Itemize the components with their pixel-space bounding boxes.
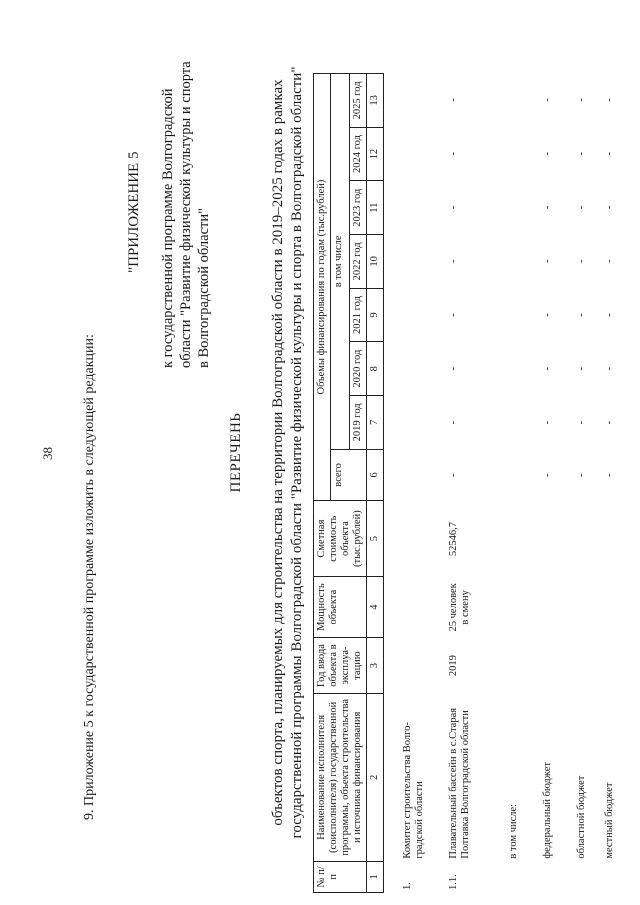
row-value: -	[576, 151, 587, 156]
appendix-line-1: к государственной программе Волгоградской	[160, 88, 176, 368]
row-value	[400, 181, 446, 235]
row-value: -	[576, 205, 587, 210]
header-year-2022: 2022 год	[350, 235, 367, 289]
row-value: -	[604, 259, 615, 264]
row-value: -	[448, 151, 459, 156]
page-number: 38	[40, 447, 55, 460]
row-value: -	[542, 367, 553, 371]
row-value	[400, 342, 446, 396]
row-value	[400, 127, 446, 181]
header-name: Наименование исполнителя (соисполнителя) государственной программы, объекта строительства и источника финансирования	[314, 694, 367, 862]
row-name: Плавательный бассейн в с.Старая Полтавка Волгоградской области	[448, 707, 472, 859]
row-value: -	[542, 98, 553, 102]
row-value: -	[604, 313, 615, 317]
table-row	[602, 73, 630, 893]
objects-table	[313, 73, 384, 893]
amendment-instruction: 9. Приложение 5 к государственной программе изложить в следующей редакции:	[82, 334, 97, 820]
row-name: в том числе:	[508, 803, 519, 859]
row-value: -	[448, 420, 459, 425]
header-year-2025: 2025 год	[350, 74, 367, 128]
row-num: 1.1.	[448, 874, 459, 890]
row-value: -	[542, 259, 553, 264]
col-number: 11	[367, 181, 384, 235]
col-number: 8	[367, 342, 384, 396]
row-total: -	[448, 473, 459, 477]
row-value: -	[542, 313, 553, 317]
col-number: 5	[367, 501, 384, 577]
row-value	[506, 288, 540, 342]
row-name: областной бюджет	[576, 775, 587, 859]
row-value	[400, 73, 446, 127]
row-num	[602, 862, 630, 893]
row-num: 1.	[402, 882, 413, 890]
row-year	[400, 638, 446, 694]
header-funding: Объемы финансирования по годам (тыс.рублей)	[314, 74, 331, 501]
header-year-2023: 2023 год	[350, 181, 367, 235]
row-value: -	[604, 151, 615, 156]
row-cost	[574, 501, 602, 577]
header-num: № п/п	[314, 861, 367, 892]
row-value	[400, 288, 446, 342]
row-value: -	[448, 367, 459, 371]
row-capacity	[400, 577, 446, 637]
row-num	[574, 862, 602, 893]
header-year-2020: 2020 год	[350, 342, 367, 396]
row-capacity: 25 человек в смену	[448, 583, 472, 632]
row-num	[540, 862, 574, 893]
row-name: федеральный бюджет	[542, 762, 553, 859]
row-value	[506, 342, 540, 396]
col-number: 13	[367, 74, 384, 128]
row-capacity	[602, 577, 630, 637]
row-value: -	[448, 259, 459, 264]
col-number: 6	[367, 449, 384, 500]
row-cost	[506, 501, 540, 577]
col-number: 1	[367, 861, 384, 892]
subheading-line-2: государственной программы Волгоградской области "Развитие физической культуры и спорта в Волгоградской области"	[289, 66, 305, 839]
col-number: 2	[367, 694, 384, 862]
col-number: 4	[367, 577, 384, 638]
row-value: -	[448, 313, 459, 317]
appendix-line-3: в Волгоградской области"	[196, 207, 212, 368]
row-total	[400, 449, 446, 501]
row-value: -	[542, 420, 553, 425]
col-number: 3	[367, 638, 384, 694]
column-number-row	[367, 74, 384, 893]
col-number: 10	[367, 235, 384, 289]
row-cost	[602, 501, 630, 577]
objects-table-body	[400, 73, 630, 893]
row-cost	[400, 501, 446, 577]
row-value	[506, 127, 540, 181]
table-row	[574, 73, 602, 893]
header-year-2021: 2021 год	[350, 288, 367, 342]
appendix-line-2: области "Развитие физической культуры и спорта	[178, 61, 194, 368]
row-value: -	[576, 313, 587, 317]
row-year	[602, 638, 630, 694]
row-value: -	[576, 98, 587, 102]
row-total	[506, 449, 540, 501]
col-number: 12	[367, 127, 384, 181]
table-row	[400, 73, 446, 893]
row-value: -	[542, 151, 553, 156]
row-value: -	[448, 205, 459, 210]
row-value: -	[576, 367, 587, 371]
row-year	[506, 638, 540, 694]
row-value: -	[604, 205, 615, 210]
row-year	[574, 638, 602, 694]
row-total: -	[576, 473, 587, 477]
row-total: -	[604, 473, 615, 477]
row-capacity	[506, 577, 540, 637]
row-value: -	[576, 259, 587, 264]
header-year-2019: 2019 год	[350, 396, 367, 450]
row-capacity	[574, 577, 602, 637]
appendix-title: "ПРИЛОЖЕНИЕ 5	[126, 151, 142, 273]
header-total: всего	[331, 449, 367, 500]
row-value: -	[576, 420, 587, 425]
header-including: в том числе	[331, 74, 350, 450]
row-capacity	[540, 577, 574, 637]
row-value	[400, 396, 446, 450]
table-row	[540, 73, 574, 893]
header-year-2024: 2024 год	[350, 127, 367, 181]
header-year: Год ввода объекта в эксплуа-тацию	[314, 638, 367, 694]
row-name: местный бюджет	[604, 782, 615, 859]
row-total: -	[542, 473, 553, 477]
row-num	[506, 862, 540, 893]
row-cost: 52546,7	[448, 521, 459, 557]
row-value	[506, 396, 540, 450]
row-year	[540, 638, 574, 694]
header-capacity: Мощность объекта	[314, 577, 367, 638]
row-year: 2019	[448, 655, 459, 677]
row-value: -	[604, 367, 615, 371]
row-value	[506, 234, 540, 288]
row-value	[506, 73, 540, 127]
header-cost: Сметная стоимость объекта (тыс.рублей)	[314, 501, 367, 577]
row-value: -	[542, 205, 553, 210]
row-value	[400, 234, 446, 288]
col-number: 7	[367, 396, 384, 450]
document-heading: ПЕРЕЧЕНЬ	[228, 412, 244, 493]
row-value: -	[604, 98, 615, 102]
subheading-line-1: объектов спорта, планируемых для строительства на территории Волгоградской области в 2019–2025 годах в рамках	[270, 79, 286, 826]
row-value: -	[448, 98, 459, 102]
row-name: Комитет строительства Волго-градской области	[402, 722, 426, 859]
row-value	[506, 181, 540, 235]
table-row	[446, 73, 506, 893]
table-row	[506, 73, 540, 893]
row-cost	[540, 501, 574, 577]
row-value: -	[604, 420, 615, 425]
col-number: 9	[367, 288, 384, 342]
